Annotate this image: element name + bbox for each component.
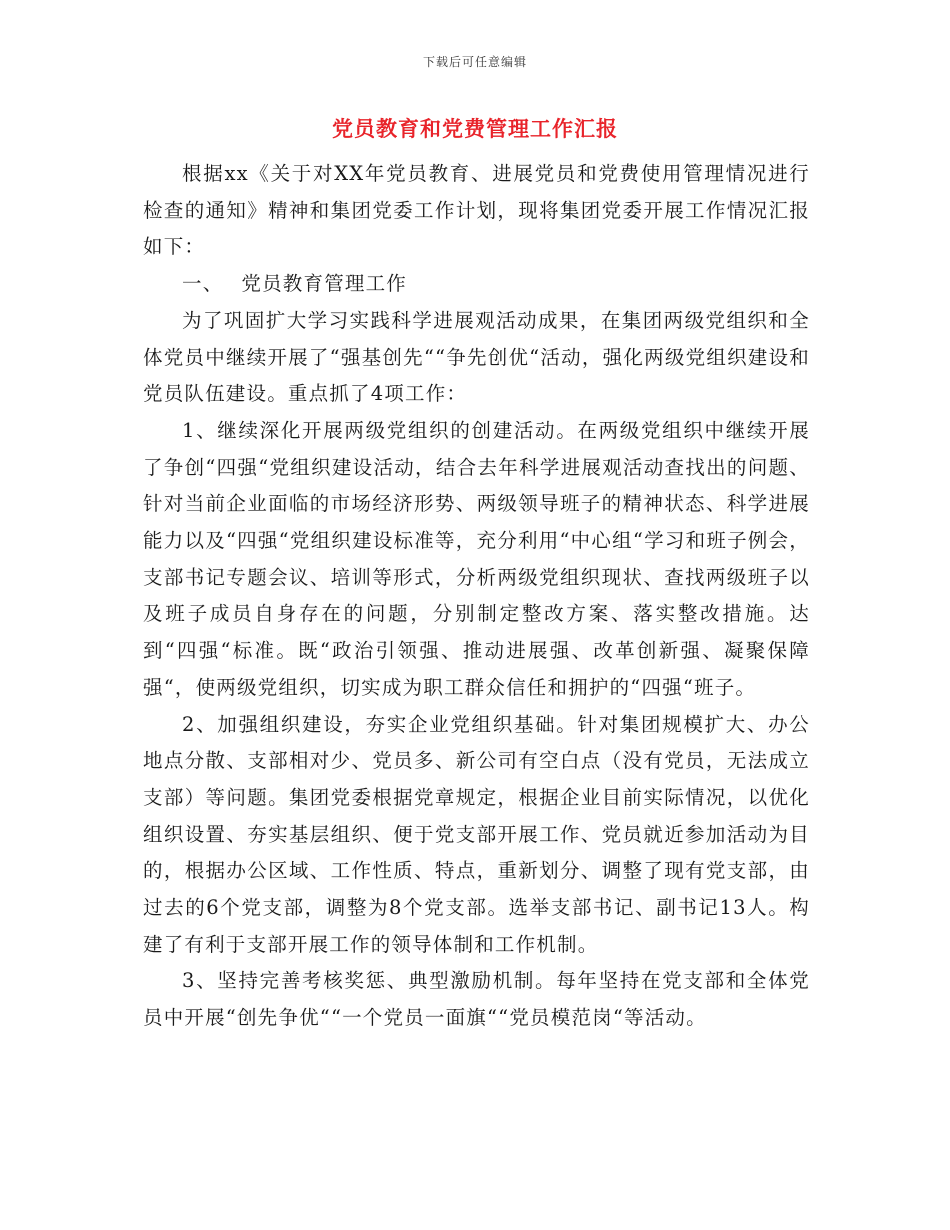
section-heading <box>143 266 810 303</box>
section-number: 一、 <box>182 272 224 296</box>
header-note: 下载后可任意编辑 <box>422 55 527 69</box>
intro-paragraph: 根据xx《关于对XX年党员教育、进展党员和党费使用管理情况进行检查的通知》精神和集团党委工作计划，现将集团党委开展工作情况汇报如下： <box>143 162 810 259</box>
document-body <box>143 156 810 1037</box>
section-heading-text: 党员教育管理工作 <box>241 272 408 296</box>
document-title: 党员教育和党费管理工作汇报 <box>332 116 618 141</box>
body-paragraph: 1、继续深化开展两级党组织的创建活动。在两级党组织中继续开展了争创“四强“党组织建设活动，结合去年科学进展观活动查找出的问题、针对当前企业面临的市场经济形势、两级领导班子的精神状态、科学进展能力以及“四强“党组织建设标准等，充分利用“中心组“学习和班子例会，支部书记专题会议、培训等形式，分析两级党组织现状、查找两级班子以及班子成员自身存在的问题，分别制定整改方案、落实整改措施。达到“四强“标准。既“政治引领强、推动进展强、改革创新强、凝聚保障强“，使两级党组织，切实成为职工群众信任和拥护的“四强“班子。 <box>143 418 810 699</box>
body-paragraph: 3、坚持完善考核奖惩、典型激励机制。每年坚持在党支部和全体党员中开展“创先争优““一个党员一面旗““党员模范岗“等活动。 <box>143 969 810 1030</box>
body-paragraph: 2、加强组织建设，夯实企业党组织基础。针对集团规模扩大、办公地点分散、支部相对少、党员多、新公司有空白点（没有党员，无法成立支部）等问题。集团党委根据党章规定，根据企业目前实际情况，以优化组织设置、夯实基层组织、便于党支部开展工作、党员就近参加活动为目的，根据办公区域、工作性质、特点，重新划分、调整了现有党支部，由过去的6个党支部，调整为8个党支部。选举支部书记、副书记13人。构建了有利于支部开展工作的领导体制和工作机制。 <box>143 712 810 956</box>
body-paragraph: 为了巩固扩大学习实践科学进展观活动成果，在集团两级党组织和全体党员中继续开展了“强基创先““争先创优“活动，强化两级党组织建设和党员队伍建设。重点抓了4项工作： <box>143 308 810 406</box>
